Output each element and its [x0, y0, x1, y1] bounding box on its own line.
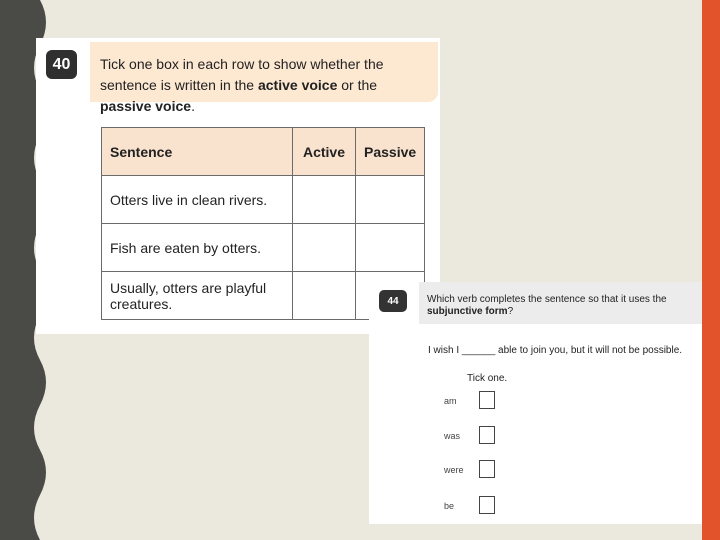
table-header-row: [102, 128, 425, 176]
question-sentence: I wish I ______ able to join you, but it will not be possible.: [428, 345, 683, 356]
option-label-were: were: [444, 465, 464, 475]
prompt-text: ?: [507, 306, 514, 317]
accent-stripe: [702, 0, 720, 540]
table-row: [102, 176, 425, 224]
question-prompt: [90, 42, 438, 114]
prompt-bold-active: active voice: [257, 77, 338, 93]
sentence-cell: Otters live in clean rivers.: [102, 176, 293, 224]
sentence-cell: Usually, otters are playful creatures.: [102, 272, 293, 320]
header-active: Active: [293, 128, 356, 176]
active-tick-cell[interactable]: [293, 176, 356, 224]
prompt-text: .: [191, 98, 195, 114]
option-label-be: be: [444, 501, 455, 511]
prompt-bold-passive: passive voice: [100, 98, 192, 114]
option-label-am: am: [444, 396, 457, 406]
prompt-bold-subjunctive: subjunctive form: [427, 306, 508, 317]
checkbox-was[interactable]: [479, 426, 495, 444]
passive-tick-cell[interactable]: [356, 176, 425, 224]
option-label-was: was: [444, 431, 461, 441]
sentence-cell: Fish are eaten by otters.: [102, 224, 293, 272]
checkbox-be[interactable]: [479, 496, 495, 514]
header-passive: Passive: [356, 128, 425, 176]
prompt-text: or the: [337, 77, 378, 93]
active-tick-cell[interactable]: [293, 224, 356, 272]
checkbox-were[interactable]: [479, 460, 495, 478]
checkbox-am[interactable]: [479, 391, 495, 409]
prompt-text: Which verb completes the sentence so that it uses the: [427, 294, 667, 305]
prompt-text: Tick one box in each row to show whether the sentence is written in the: [100, 56, 384, 93]
header-sentence: Sentence: [102, 128, 293, 176]
table-row: [102, 224, 425, 272]
question-prompt: [419, 282, 702, 324]
question-number: 40: [46, 50, 77, 79]
tick-instruction: Tick one.: [467, 373, 508, 384]
question-44-card: [369, 282, 702, 524]
passive-tick-cell[interactable]: [356, 224, 425, 272]
question-number: 44: [379, 290, 407, 312]
active-tick-cell[interactable]: [293, 272, 356, 320]
